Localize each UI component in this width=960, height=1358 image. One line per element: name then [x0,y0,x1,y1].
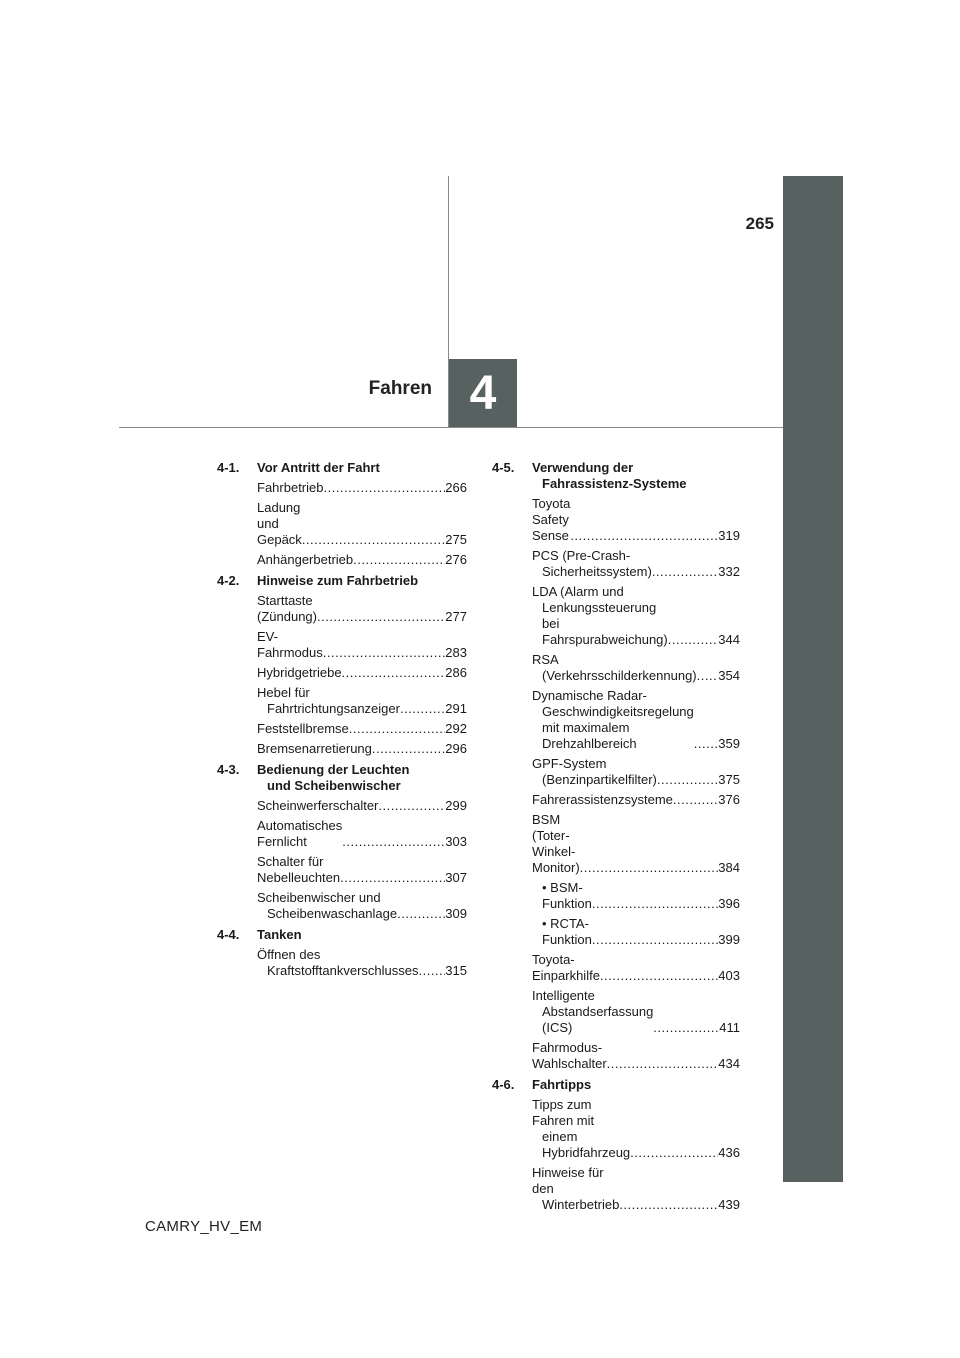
toc-subentry-link[interactable] [532,880,740,912]
toc-entry-group [492,548,740,580]
toc-entry-link[interactable] [532,1040,740,1072]
toc-entry-group [492,652,740,684]
toc-entry-link[interactable] [532,496,740,544]
toc-entry-group [217,854,467,886]
entry-title [532,812,580,876]
subentry-page-number: 396 [718,896,740,911]
chapter-number-box [449,359,517,427]
entry-title-line: Anhängerbetrieb [257,552,354,567]
entry-title [257,854,340,886]
dot-leader [592,932,718,948]
entry-page-number: 283 [445,645,467,660]
entry-title-line: Fahrspurabweichung) [542,632,668,647]
entry-title-line: Lenkungssteuerung bei [542,600,657,631]
section-title [257,573,467,589]
toc-entry-link[interactable] [257,593,467,625]
entry-title [532,496,570,544]
chapter-title: Fahren [368,378,432,399]
dot-leader [400,701,445,717]
dot-leader [694,736,719,752]
section-number: 4-6. [492,1077,515,1092]
dot-leader [630,1145,718,1161]
entry-page-number: 411 [719,1020,740,1035]
dot-leader [378,798,445,814]
entry-page-number: 277 [445,609,467,624]
section-title-line: und Scheibenwischer [267,778,401,793]
entry-page-number: 439 [718,1197,740,1212]
toc-entry-link[interactable] [532,1097,740,1161]
toc-section [217,762,467,922]
entry-title [532,1040,607,1072]
section-number: 4-5. [492,460,515,475]
entry-page-number: 292 [445,721,467,736]
section-title [532,1077,740,1093]
section-title-line: Hinweise zum Fahrbetrieb [257,573,419,588]
section-heading [217,573,467,589]
entry-title-line: Tipps zum Fahren mit [532,1097,595,1128]
entry-page-number: 434 [718,1056,740,1071]
entry-page-number: 315 [445,963,467,978]
entry-title-line: Abstandserfassung (ICS) [542,1004,654,1035]
dot-leader [668,632,719,648]
entry-page-number: 344 [718,632,740,647]
dot-leader [419,963,446,979]
section-heading [217,927,467,943]
entry-title-line: mit maximalem [542,720,630,735]
entry-title-line: EV-Fahrmodus [257,629,323,660]
toc-entry-group [492,812,740,948]
entry-title-line: Starttaste (Zündung) [257,593,317,624]
dot-leader [600,968,718,984]
horizontal-rule [119,427,783,428]
entry-page-number: 276 [445,552,467,567]
toc-section [217,460,467,568]
toc-entry-group [492,1165,740,1213]
entry-title-line: PCS (Pre-Crash- [532,548,631,563]
toc-section [217,573,467,757]
dot-leader [653,1020,719,1036]
section-title-line: Bedienung der Leuchten [257,762,410,777]
entry-page-number: 354 [718,668,740,683]
toc-section [217,927,467,979]
toc-entry-link[interactable] [257,552,467,568]
entry-title [532,548,652,580]
dot-leader [570,528,718,544]
toc-entry-link[interactable] [532,584,740,648]
dot-leader [342,834,445,850]
toc-entry-group [217,552,467,568]
entry-page-number: 296 [445,741,467,756]
dot-leader [652,564,718,580]
page-number: 265 [745,214,774,233]
entry-title-line: Automatisches Fernlicht [257,818,343,849]
entry-title-line: Geschwindigkeitsregelung [542,704,694,719]
entry-title-line: LDA (Alarm und [532,584,624,599]
dot-leader [697,668,719,684]
entry-title-line: Sicherheitssystem) [542,564,652,579]
dot-leader [372,741,445,757]
section-number: 4-1. [217,460,240,475]
entry-page-number: 332 [718,564,740,579]
chapter-number: 4 [469,366,497,420]
toc-entry-link[interactable] [257,854,467,886]
entry-page-number: 309 [445,906,467,921]
entry-title-line: Hybridgetriebe [257,665,342,680]
entry-title [257,665,342,681]
entry-title-line: Fahrerassistenzsysteme [532,792,673,807]
entry-title-line: Intelligente [532,988,595,1003]
entry-title [532,1165,619,1213]
entry-page-number: 303 [445,834,467,849]
section-heading [492,1077,740,1093]
entry-title [257,890,397,922]
toc-entry-group [217,818,467,850]
toc-entry-link[interactable] [532,756,740,788]
entry-title-line: Dynamische Radar- [532,688,647,703]
entry-title-line: Kraftstofftankverschlusses [267,963,419,978]
entry-title-line: Winterbetrieb [542,1197,620,1212]
toc-entry-group [217,629,467,661]
toc-entry-group [492,1097,740,1161]
toc-entry-group [492,952,740,984]
toc-entry-link[interactable] [257,665,467,681]
toc-entry-group [217,798,467,814]
entry-title [257,629,323,661]
entry-title [257,500,302,548]
toc-entry-link[interactable] [257,798,467,814]
section-number: 4-3. [217,762,240,777]
entry-title-line: einem Hybridfahrzeug [542,1129,631,1160]
entry-title [532,1097,630,1161]
entry-page-number: 266 [445,480,467,495]
toc-entry-group [492,584,740,648]
section-title [257,762,467,794]
entry-page-number: 403 [718,968,740,983]
entry-page-number: 307 [445,870,467,885]
entry-page-number: 319 [718,528,740,543]
section-number: 4-4. [217,927,240,942]
entry-title-line: (Verkehrsschilderkennung) [542,668,697,683]
entry-title-line: Hinweise für den [532,1165,604,1196]
entry-title-line: (Benzinpartikelfilter) [542,772,657,787]
entry-title [257,685,400,717]
toc-column-right [492,460,740,1218]
toc-entry-link[interactable] [257,741,467,757]
dot-leader [323,645,446,661]
dot-leader [619,1197,718,1213]
toc-section [492,1077,740,1213]
toc-entry-link[interactable] [257,890,467,922]
entry-page-number: 286 [445,665,467,680]
toc-entry-link[interactable] [532,952,740,984]
toc-entry-group [492,988,740,1036]
section-title [257,460,467,476]
entry-page-number: 359 [718,736,740,751]
entry-page-number: 299 [445,798,467,813]
dot-leader [607,1056,719,1072]
entry-title-line: Scheibenwaschanlage [267,906,398,921]
entry-title-line: Fahrmodus-Wahlschalter [532,1040,607,1071]
entry-page-number: 375 [718,772,740,787]
entry-title-line: Fahrbetrieb [257,480,324,495]
entry-page-number: 291 [445,701,467,716]
toc-section [492,460,740,1072]
entry-title-line: Ladung und Gepäck [257,500,302,547]
toc-entry-group [492,756,740,788]
subentry-title: • RCTA-Funktion [542,916,592,947]
section-heading [217,762,467,794]
entry-title [532,652,697,684]
entry-title-line: Öffnen des [257,947,321,962]
entry-title [257,721,349,737]
toc-entry-link[interactable] [257,947,467,979]
toc-entry-group [217,480,467,496]
entry-title-line: Hebel für [257,685,310,700]
toc-entry-link[interactable] [257,480,467,496]
entry-title [532,584,668,648]
section-title-line: Fahrassistenz-Systeme [542,476,687,491]
entry-title [257,593,317,625]
dot-leader [317,609,445,625]
toc-entry-group [217,593,467,625]
footer-model-code: CAMRY_HV_EM [145,1218,263,1235]
entry-page-number: 275 [445,532,467,547]
entry-title-line: Scheinwerferschalter [257,798,379,813]
entry-title-line: BSM (Toter-Winkel-Monitor) [532,812,580,875]
toc-entry-link[interactable] [257,721,467,737]
section-title-line: Tanken [257,927,302,942]
toc-entry-link[interactable] [532,1165,740,1213]
subentry-title: • BSM-Funktion [542,880,592,911]
toc-entry-group [217,721,467,737]
dot-leader [340,870,445,886]
toc-entry-group [217,741,467,757]
toc-entry-link[interactable] [257,685,467,717]
entry-title [532,792,673,808]
toc-entry-link[interactable] [257,629,467,661]
entry-page-number: 384 [718,860,740,875]
entry-title-line: Toyota-Einparkhilfe [532,952,600,983]
toc-entry-link[interactable] [532,812,740,876]
toc-entry-link[interactable] [532,652,740,684]
toc-entry-group [492,792,740,808]
entry-title [532,688,694,752]
entry-title [257,947,419,979]
toc-entry-group [217,500,467,548]
entry-title [532,988,653,1036]
entry-title [532,756,657,788]
toc-entry-group [217,685,467,717]
toc-entry-link[interactable] [532,988,740,1036]
dot-leader [592,896,718,912]
entry-page-number: 436 [718,1145,740,1160]
section-heading [492,460,740,492]
entry-title-line: GPF-System [532,756,607,771]
dot-leader [397,906,445,922]
dot-leader [349,721,446,737]
section-title [257,927,467,943]
section-heading [217,460,467,476]
dot-leader [302,532,445,548]
entry-title-line: Bremsenarretierung [257,741,372,756]
section-title [532,460,740,492]
section-title-line: Vor Antritt der Fahrt [257,460,380,475]
entry-title [257,552,353,568]
entry-title [257,741,372,757]
entry-title-line: Toyota Safety Sense [532,496,571,543]
toc-entry-link[interactable] [532,792,740,808]
toc-entry-group [217,665,467,681]
section-title-line: Fahrtipps [532,1077,592,1092]
dot-leader [673,792,718,808]
entry-title-line: Fahrtrichtungsanzeiger [267,701,400,716]
toc-subentry-link[interactable] [532,916,740,948]
dot-leader [657,772,718,788]
section-title-line: Verwendung der [532,460,634,475]
toc-entry-group [492,688,740,752]
toc-entry-link[interactable] [532,548,740,580]
entry-title [257,480,323,496]
toc-entry-group [217,890,467,922]
toc-entry-link[interactable] [257,500,467,548]
entry-title-line: Scheibenwischer und [257,890,381,905]
toc-column-left [217,460,467,984]
entry-title-line: Drehzahlbereich [542,736,637,751]
entry-title [257,818,342,850]
toc-entry-group [492,1040,740,1072]
entry-title-line: RSA [532,652,559,667]
entry-title-line: Feststellbremse [257,721,349,736]
subentry-page-number: 399 [718,932,740,947]
dot-leader [342,665,446,681]
dot-leader [323,480,445,496]
toc-entry-group [217,947,467,979]
entry-title [532,952,600,984]
section-number: 4-2. [217,573,240,588]
toc-entry-group [492,496,740,544]
dot-leader [353,552,445,568]
entry-title-line: Schalter für Nebelleuchten [257,854,341,885]
toc-entry-link[interactable] [532,688,740,752]
entry-title [257,798,378,814]
entry-page-number: 376 [718,792,740,807]
dot-leader [580,860,719,876]
toc-entry-link[interactable] [257,818,467,850]
chapter-side-tab [783,176,843,1182]
